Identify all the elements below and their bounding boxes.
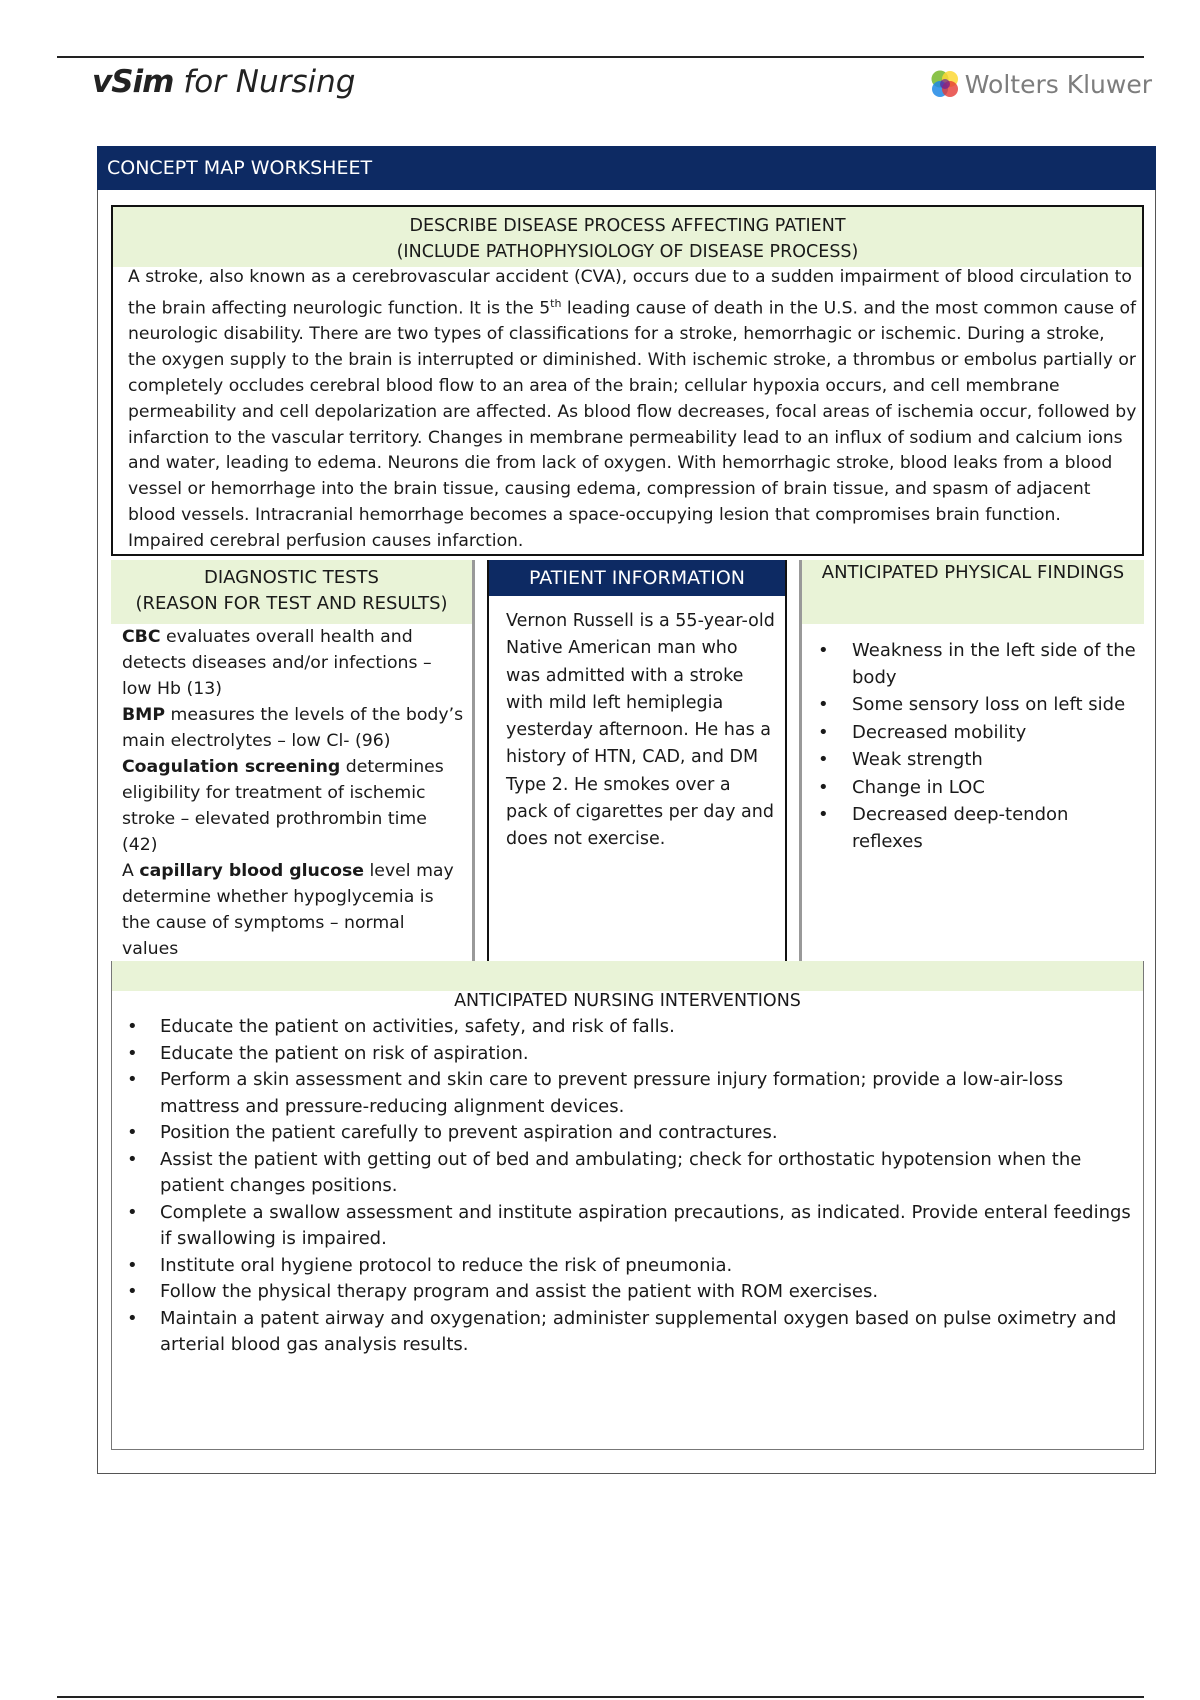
interventions-heading-band	[112, 961, 1143, 991]
disease-process-heading-line1: DESCRIBE DISEASE PROCESS AFFECTING PATIENT	[409, 216, 846, 236]
physical-findings-section	[799, 560, 1144, 961]
disease-process-heading-line2: (INCLUDE PATHOPHYSIOLOGY OF DISEASE PROCESS)	[396, 242, 859, 262]
list-item: • Decreased mobility	[816, 720, 1136, 747]
list-item: • Weakness in the left side of the body	[816, 638, 1136, 691]
test-term: Coagulation screening	[122, 757, 341, 777]
test-prefix: A	[122, 861, 140, 881]
disease-process-section	[111, 205, 1144, 556]
diagnostic-entry-glucose	[122, 858, 466, 962]
list-item: • Change in LOC	[816, 775, 1136, 802]
test-description: determines eligibility for treatment of ischemic stroke – elevated prothrombin time (42)	[122, 757, 444, 855]
list-item: • Maintain a patent airway and oxygenation; administer supplemental oxygen based on pulse oximetry and arterial blood gas analysis results.	[124, 1306, 1135, 1359]
disease-text-part2: leading cause of death in the U.S. and the most common cause of neurologic disability. There are two types of classifications for a stroke, hemorrhagic or ischemic. During a stroke, the oxygen supply to the brain is interrupted or diminished. With ischemic stroke, a thrombus or embolus partially or completely occludes cerebral blood flow to an area of the brain; cellular hypoxia occurs, and cell membrane permeability and cell depolarization are affected. As blood flow decreases, focal areas of ischemia occur, followed by infarction to the vascular territory. Changes in membrane permeability lead to an influx of sodium and calcium ions and water, leading to edema. Neurons die from lack of oxygen. With hemorrhagic stroke, blood leaks from a blood vessel or hemorrhage into the brain tissue, causing edema, compression of brain tissue, and spasm of adjacent blood vessels. Intracranial hemorrhage becomes a space-occupying lesion that compromises brain function. Impaired cerebral perfusion causes infarction.	[128, 298, 1137, 551]
footer-rule	[57, 1696, 1144, 1698]
wolters-kluwer-logo	[929, 64, 1152, 104]
list-item: • Educate the patient on activities, safety, and risk of falls.	[124, 1014, 1135, 1041]
brand-for-nursing: for Nursing	[173, 64, 356, 100]
list-item: • Position the patient carefully to prevent aspiration and contractures.	[124, 1120, 1135, 1147]
test-description: level may determine whether hypoglycemia is the cause of symptoms – normal values	[122, 861, 454, 959]
diagnostic-heading-line2: (REASON FOR TEST AND RESULTS)	[135, 593, 448, 614]
superscript-th: th	[550, 296, 562, 310]
diagnostic-entry-coagulation	[122, 754, 466, 858]
physical-findings-list	[802, 624, 1144, 855]
test-term: BMP	[122, 705, 166, 725]
patient-information-section	[487, 560, 787, 961]
publisher-name: Wolters Kluwer	[964, 69, 1152, 99]
diagnostic-entry-bmp	[122, 702, 466, 754]
diagnostic-heading-line1: DIAGNOSTIC TESTS	[204, 567, 379, 588]
brand-vsim: vSim	[92, 64, 174, 100]
worksheet-title: CONCEPT MAP WORKSHEET	[97, 146, 1156, 190]
test-term: CBC	[122, 627, 161, 647]
physical-findings-heading: ANTICIPATED PHYSICAL FINDINGS	[802, 560, 1144, 624]
list-item: • Decreased deep-tendon reflexes	[816, 802, 1136, 855]
list-item: • Some sensory loss on left side	[816, 692, 1136, 719]
diagnostic-tests-body	[111, 624, 472, 962]
patient-information-heading: PATIENT INFORMATION	[489, 560, 785, 596]
list-item: • Perform a skin assessment and skin care to prevent pressure injury formation; provide a low-air-loss mattress and pressure-reducing alignment devices.	[124, 1067, 1135, 1120]
nursing-interventions-heading: ANTICIPATED NURSING INTERVENTIONS	[454, 991, 801, 1011]
disease-process-text	[113, 265, 1142, 555]
diagnostic-tests-heading	[111, 560, 472, 624]
disease-process-heading	[113, 207, 1142, 267]
list-item: • Institute oral hygiene protocol to reduce the risk of pneumonia.	[124, 1253, 1135, 1280]
nursing-interventions-list	[112, 1014, 1143, 1359]
nursing-interventions-section	[111, 961, 1144, 1450]
vsim-brand	[92, 64, 355, 100]
header-rule	[57, 56, 1144, 58]
test-term: capillary blood glucose	[139, 861, 364, 881]
wolters-kluwer-icon	[929, 68, 961, 100]
test-description: measures the levels of the body’s main electrolytes – low Cl- (96)	[122, 705, 464, 751]
list-item: • Follow the physical therapy program and assist the patient with ROM exercises.	[124, 1279, 1135, 1306]
patient-information-text: Vernon Russell is a 55-year-old Native American man who was admitted with a stroke with mild left hemiplegia yesterday afternoon. He has a history of HTN, CAD, and DM Type 2. He smokes over a pack of cigarettes per day and does not exercise.	[506, 611, 775, 850]
test-description: evaluates overall health and detects diseases and/or infections – low Hb (13)	[122, 627, 432, 699]
list-item: • Weak strength	[816, 747, 1136, 774]
list-item: • Educate the patient on risk of aspiration.	[124, 1041, 1135, 1068]
list-item: • Complete a swallow assessment and institute aspiration precautions, as indicated. Provide enteral feedings if swallowing is impaired.	[124, 1200, 1135, 1253]
diagnostic-tests-section	[111, 560, 475, 961]
list-item: • Assist the patient with getting out of bed and ambulating; check for orthostatic hypotension when the patient changes positions.	[124, 1147, 1135, 1200]
disease-text-part1: A stroke, also known as a cerebrovascular accident (CVA), occurs due to a sudden impairment of blood circulation to the brain affecting neurologic function. It is the 5	[128, 267, 1132, 319]
diagnostic-entry-cbc	[122, 624, 466, 702]
